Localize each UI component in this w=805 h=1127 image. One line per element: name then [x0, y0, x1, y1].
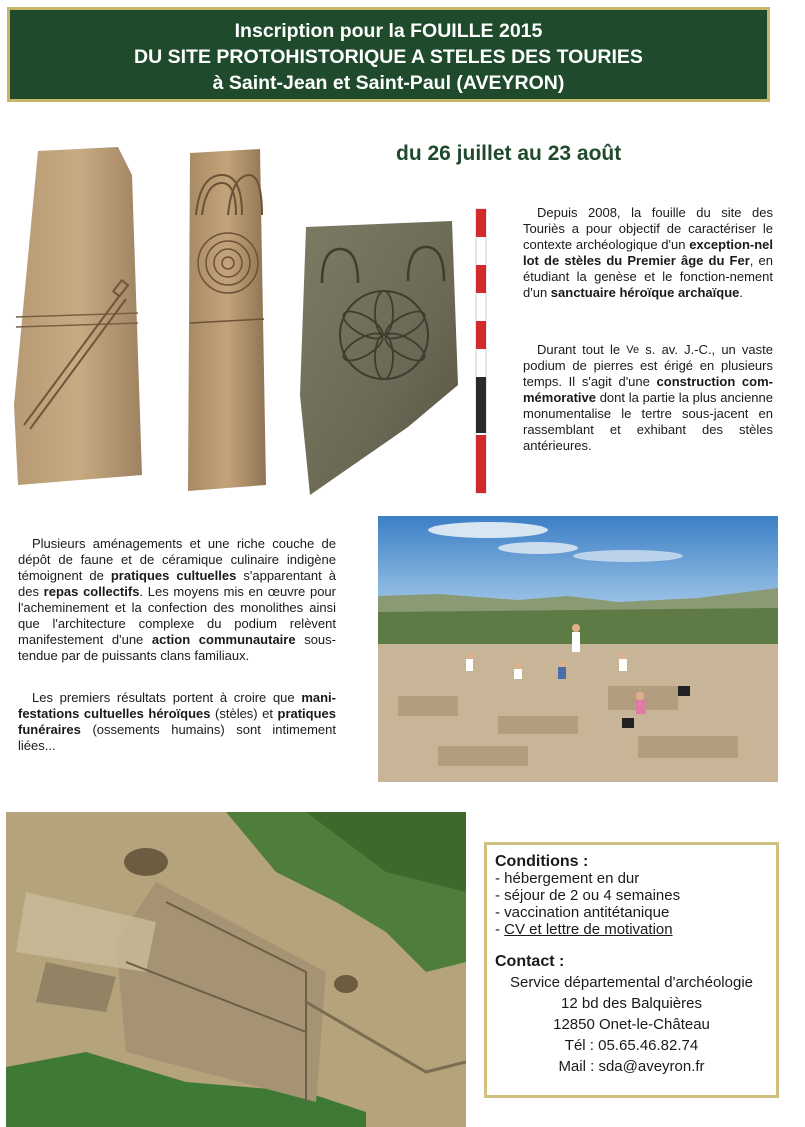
contact-phone[interactable]: Tél : 05.65.46.82.74 [564, 1037, 699, 1054]
contact-street: 12 bd des Balquières [561, 995, 702, 1012]
cv-motivation-link[interactable]: CV et lettre de motivation [504, 921, 673, 938]
paragraph-podium: Durant tout le $^{Ve}$ s. av. J.-C., un vaste podium de pierres est érigé en plusieurs temps. Il s'agit d'une construction com-mémorative dont la partie la plus ancienne monumentalise le tertre sous-jacent en rassemblant et exhibant des stèles antérieures. [523, 342, 774, 453]
title-line-2: DU SITE PROTOHISTORIQUE A STELES DES TOURIES [134, 46, 643, 68]
condition-item: - vaccination antitétanique [495, 904, 670, 921]
aerial-site-photo [6, 812, 466, 1127]
scale-bar [476, 209, 486, 493]
contact-lines [495, 972, 768, 1077]
conditions-list [495, 870, 768, 938]
steles-photo [10, 145, 490, 505]
contact-city: 12850 Onet-le-Château [553, 1016, 710, 1033]
condition-item: - séjour de 2 ou 4 semaines [495, 887, 681, 904]
stele-3 [300, 221, 458, 495]
conditions-contact-box [484, 842, 779, 1098]
stele-1 [14, 147, 142, 485]
excavation-photo [378, 516, 778, 782]
paragraph-intro: Depuis 2008, la fouille du site des Touriès a pour objectif de caractériser le contexte archéologique d'un exception-nel lot de stèles du Premier âge du Fer, en étudiant la genèse et le fonction-nement d'un sanctuaire héroïque archaïque. [523, 205, 774, 300]
title-banner [7, 7, 770, 102]
contact-title: Contact : [495, 953, 565, 970]
condition-item: - hébergement en dur [495, 870, 640, 887]
contact-email[interactable]: Mail : sda@aveyron.fr [558, 1058, 705, 1075]
dig-dates: du 26 juillet au 23 août [396, 142, 622, 165]
condition-prefix: - [495, 921, 505, 938]
condition-item [495, 921, 768, 938]
title-line-1: Inscription pour la FOUILLE 2015 [234, 20, 543, 42]
title-line-3: à Saint-Jean et Saint-Paul (AVEYRON) [212, 72, 565, 94]
contact-org: Service départemental d'archéologie [509, 974, 753, 991]
paragraph-cult-practices: Plusieurs aménagements et une riche couche de dépôt de faune et de céramique culinaire indigène témoignent de pratiques cultuelles s'apparentant à des repas collectifs. Les moyens mis en œuvre pour l'acheminement et la confection des monolithes ainsi que l'architecture complexe du podium relèvent manifestement d'une action communautaire sous-tendue par de puissants clans familiaux. [18, 536, 337, 663]
paragraph-results: Les premiers résultats portent à croire que mani-festations cultuelles héroïques (stèles) et pratiques funéraires (ossements humains) sont intimement liées... [18, 690, 337, 753]
stele-2 [188, 149, 266, 491]
conditions-title: Conditions : [495, 853, 589, 870]
